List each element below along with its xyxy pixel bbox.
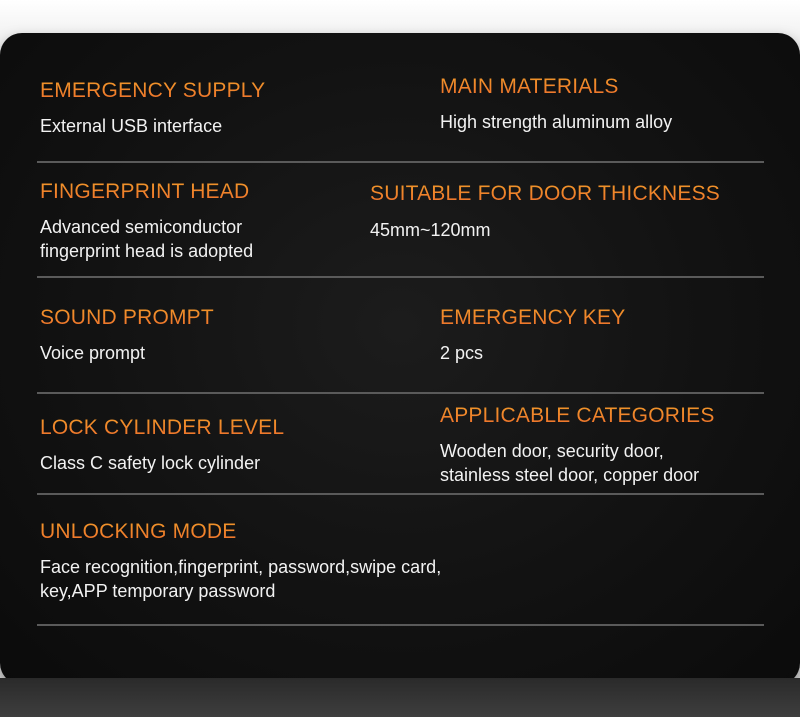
spec-value-sound-prompt: Voice prompt (40, 343, 146, 363)
spec-value-applicable-categories: Wooden door, security door, stainless steel door, copper door (440, 441, 700, 485)
spec-value-door-thickness: 45mm~120mm (370, 220, 491, 240)
row-divider (37, 276, 764, 278)
spec-value-emergency-key: 2 pcs (440, 343, 484, 363)
row-divider (37, 624, 764, 626)
spec-title-fingerprint-head: FINGERPRINT HEAD (40, 180, 250, 203)
spec-title-door-thickness: SUITABLE FOR DOOR THICKNESS (370, 182, 721, 205)
spec-title-unlocking-mode: UNLOCKING MODE (40, 520, 237, 543)
bottom-shadow-band (0, 678, 800, 717)
spec-value-unlocking-mode: Face recognition,fingerprint, password,swipe card, key,APP temporary password (40, 557, 442, 601)
spec-title-emergency-key: EMERGENCY KEY (440, 306, 626, 329)
spec-value-emergency-supply: External USB interface (40, 116, 223, 136)
spec-title-lock-cylinder-level: LOCK CYLINDER LEVEL (40, 416, 285, 439)
row-divider (37, 392, 764, 394)
spec-title-emergency-supply: EMERGENCY SUPPLY (40, 79, 266, 102)
row-divider (37, 493, 764, 495)
spec-value-lock-cylinder-level: Class C safety lock cylinder (40, 453, 261, 473)
spec-value-fingerprint-head: Advanced semiconductor fingerprint head is adopted (40, 217, 254, 261)
spec-title-main-materials: MAIN MATERIALS (440, 75, 619, 98)
spec-value-main-materials: High strength aluminum alloy (440, 112, 673, 132)
row-divider (37, 161, 764, 163)
spec-title-sound-prompt: SOUND PROMPT (40, 306, 214, 329)
spec-title-applicable-categories: APPLICABLE CATEGORIES (440, 404, 715, 427)
